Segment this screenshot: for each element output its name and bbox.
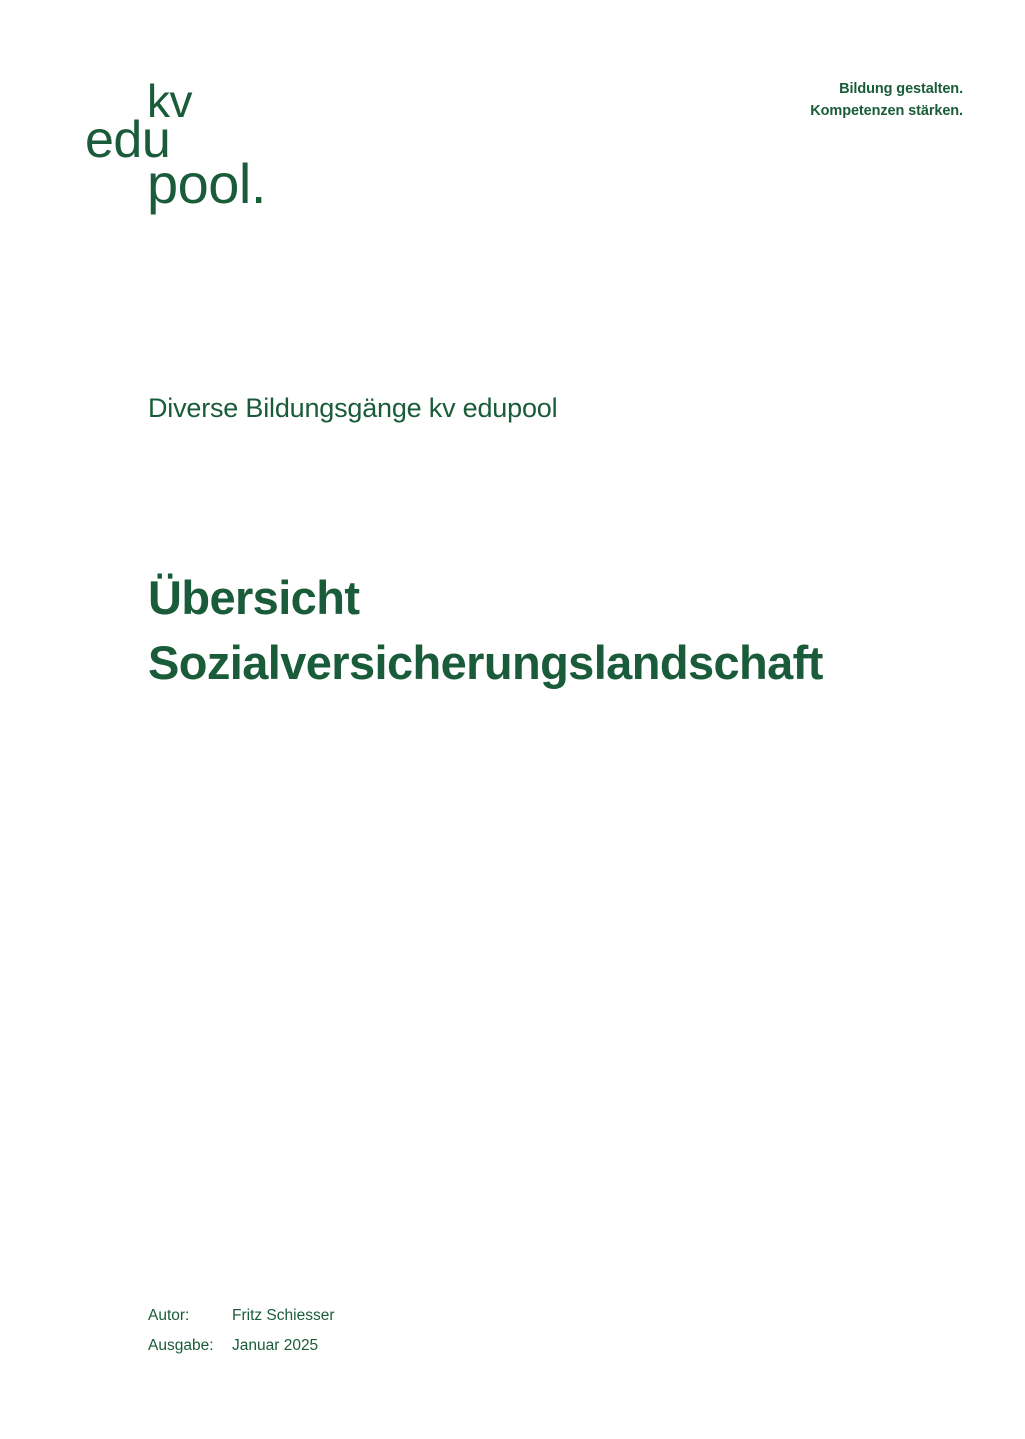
meta-row-edition xyxy=(148,1331,335,1361)
meta-row-author xyxy=(148,1301,335,1331)
kv-edupool-logo xyxy=(85,75,345,238)
edition-label: Ausgabe: xyxy=(148,1336,214,1354)
page-title-line-1: Übersicht xyxy=(148,571,360,624)
author-value: Fritz Schiesser xyxy=(232,1306,335,1324)
page-title-line-2: Sozialversicherungslandschaft xyxy=(148,635,823,689)
logo-text-kv: kv xyxy=(147,75,192,127)
document-meta xyxy=(148,1301,335,1361)
page-title xyxy=(148,566,968,696)
brand-claim-line-2: Kompetenzen stärken. xyxy=(810,103,963,120)
logo-text-edu: edu xyxy=(85,111,171,169)
logo-text-pool: pool. xyxy=(147,152,266,215)
author-label: Autor: xyxy=(148,1306,190,1324)
brand-claim-line-1: Bildung gestalten. xyxy=(839,81,963,97)
brand-claim xyxy=(810,78,963,123)
edition-value: Januar 2025 xyxy=(232,1336,319,1354)
cover-subtitle: Diverse Bildungsgänge kv edupool xyxy=(148,393,558,423)
